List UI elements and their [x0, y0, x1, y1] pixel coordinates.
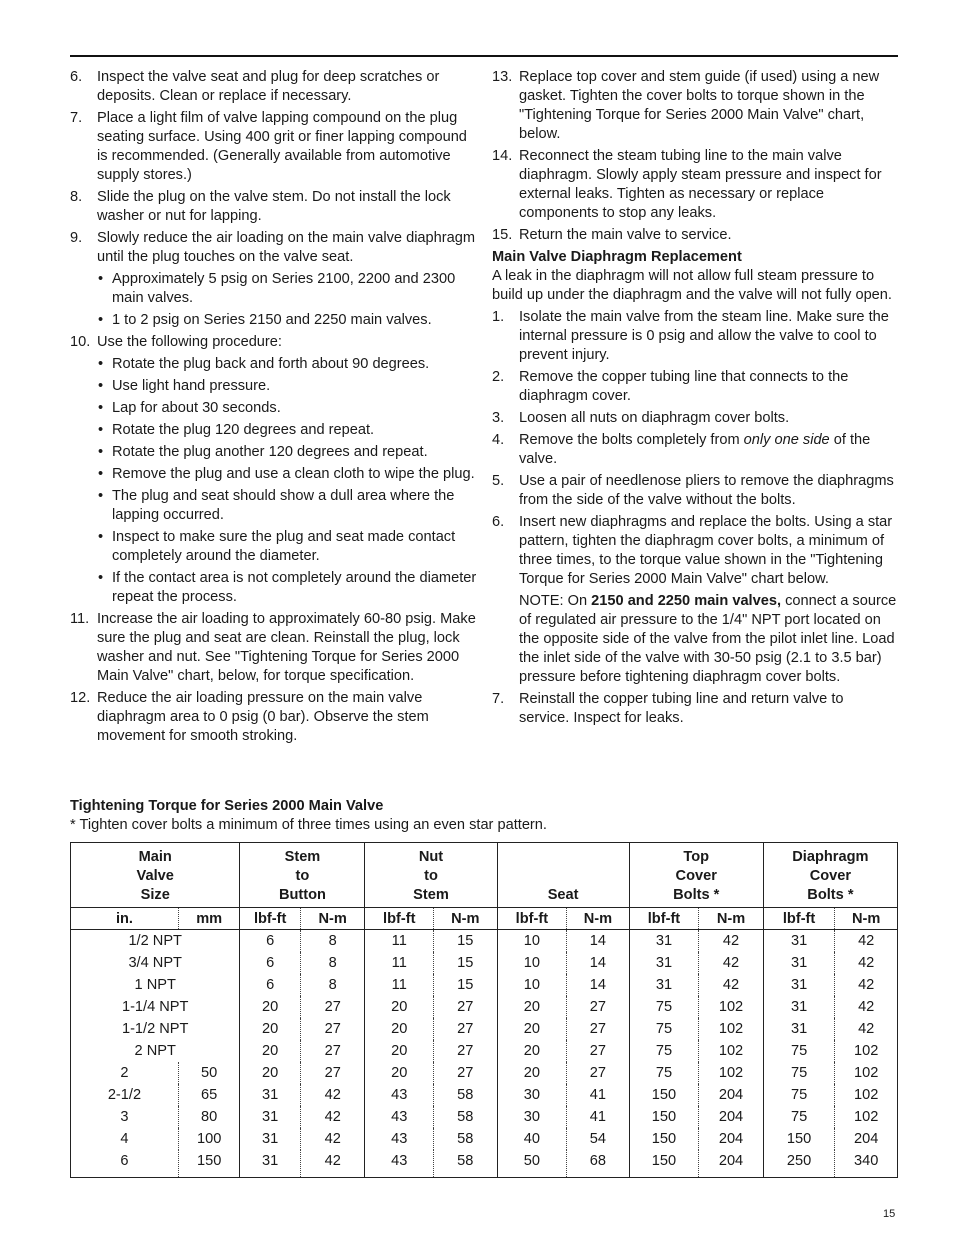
- section-heading: Main Valve Diaphragm Replacement: [492, 249, 742, 265]
- bullet-text: Remove the plug and use a clean cloth to wipe the plug.: [112, 466, 475, 482]
- step-number: 8.: [70, 189, 83, 205]
- table-cell: 102: [835, 1084, 898, 1106]
- table-cell: 75: [763, 1106, 835, 1128]
- step-text-start: Remove the bolts completely from: [519, 432, 744, 448]
- step-text: Reduce the air loading pressure on the main valve diaphragm area to 0 psig (0 bar). Observe the stem movement for smooth stroking.: [97, 690, 429, 744]
- torque-table: [70, 842, 898, 1178]
- diaphragm-step-5: [492, 472, 897, 510]
- table-cell: 68: [567, 1150, 630, 1178]
- table-cell: 31: [763, 974, 835, 996]
- unit-header-cell: N-m: [434, 908, 498, 930]
- step-number: 9.: [70, 230, 83, 246]
- table-cell: 8: [300, 930, 365, 953]
- step-10-bullet: • Rotate the plug back and forth about 90 degrees.: [98, 356, 430, 372]
- table-cell: 42: [300, 1150, 365, 1178]
- table-row: [71, 1062, 898, 1084]
- table-cell: 150: [629, 1128, 699, 1150]
- table-cell: 102: [699, 1062, 764, 1084]
- left-column: [70, 68, 480, 749]
- table-cell: 102: [699, 1040, 764, 1062]
- table-cell: 6: [240, 952, 301, 974]
- step-text: Remove the copper tubing line that connects to the diaphragm cover.: [519, 369, 849, 404]
- table-cell: 3/4 NPT: [128, 955, 182, 971]
- table-cell: 42: [835, 930, 898, 953]
- table-header-row: [71, 843, 898, 908]
- header-cell: Nut to Stem: [365, 843, 497, 908]
- section-intro: A leak in the diaphragm will not allow full steam pressure to build up under the diaphragm and the valve will not fully open.: [492, 268, 892, 303]
- table-cell: 42: [699, 974, 764, 996]
- table-cell: 150: [178, 1150, 240, 1178]
- step-10-bullet: • Lap for about 30 seconds.: [98, 400, 281, 416]
- table-note: * Tighten cover bolts a minimum of three times using an even star pattern.: [70, 817, 547, 833]
- step-number: 10.: [70, 334, 91, 350]
- bullet-text: Rotate the plug another 120 degrees and repeat.: [112, 444, 428, 460]
- step-text: Replace top cover and stem guide (if used) using a new gasket. Tighten the cover bolts to torque shown in the "Tightening Torque for Series 2000 Main Valve" chart, below.: [519, 69, 880, 142]
- header-cell: Seat: [497, 843, 629, 908]
- table-cell: 27: [300, 1040, 365, 1062]
- table-cell: 58: [434, 1106, 498, 1128]
- table-row: [71, 1018, 898, 1040]
- table-cell: 31: [240, 1106, 301, 1128]
- table-cell: 20: [497, 1040, 567, 1062]
- table-cell: 204: [835, 1128, 898, 1150]
- step-text: Increase the air loading to approximately 60-80 psig. Make sure the plug and seat are clean. Reinstall the plug, lock washer and nut. See "Tightening Torque for Series 2000 Main Valve" chart, below, for torque specification.: [97, 611, 476, 684]
- step-10-bullet: • If the contact area is not completely around the diameter repeat the process.: [98, 570, 477, 605]
- table-cell: 31: [763, 996, 835, 1018]
- step-number: 7.: [70, 110, 83, 126]
- right-column: [492, 68, 897, 731]
- table-cell: 1-1/2 NPT: [121, 1021, 189, 1037]
- step-11: [70, 610, 480, 686]
- unit-header-cell: mm: [178, 908, 240, 930]
- diaphragm-step-2: [492, 368, 897, 406]
- table-cell: 102: [699, 1018, 764, 1040]
- page-number: 15: [883, 1208, 896, 1220]
- table-cell: 10: [497, 974, 567, 996]
- step-number: 13.: [492, 69, 513, 85]
- step-9: [70, 229, 480, 267]
- step-number: 3.: [492, 410, 505, 426]
- table-cell: 340: [835, 1150, 898, 1178]
- table-cell: 31: [240, 1084, 301, 1106]
- diaphragm-step-7: [492, 690, 897, 728]
- table-cell: 1-1/4 NPT: [121, 999, 189, 1015]
- table-cell: 20: [365, 996, 434, 1018]
- table-cell: 27: [434, 1018, 498, 1040]
- table-cell: 102: [699, 996, 764, 1018]
- step-number: 11.: [70, 611, 90, 627]
- table-cell: 102: [835, 1062, 898, 1084]
- table-cell: 6: [240, 974, 301, 996]
- step-number: 6.: [492, 514, 505, 530]
- table-cell: 31: [763, 1018, 835, 1040]
- step-text: Inspect the valve seat and plug for deep scratches or deposits. Clean or replace if necessary.: [97, 69, 440, 104]
- table-cell: 102: [835, 1040, 898, 1062]
- table-cell: 42: [300, 1084, 365, 1106]
- unit-header-cell: lbf-ft: [497, 908, 567, 930]
- table-cell: 11: [365, 974, 434, 996]
- table-cell: 102: [835, 1106, 898, 1128]
- step-7: [70, 109, 480, 185]
- table-cell: 42: [699, 952, 764, 974]
- table-cell: 8: [300, 952, 365, 974]
- step-number: 12.: [70, 690, 91, 706]
- unit-header-cell: N-m: [699, 908, 764, 930]
- table-cell: 20: [240, 1040, 301, 1062]
- bullet-text: Approximately 5 psig on Series 2100, 2200 and 2300 main valves.: [112, 271, 456, 306]
- step-number: 15.: [492, 227, 513, 243]
- step-number: 2.: [492, 369, 505, 385]
- diaphragm-step-3: [492, 409, 897, 428]
- unit-header-cell: lbf-ft: [240, 908, 301, 930]
- table-row: [71, 930, 898, 953]
- table-cell: 204: [699, 1084, 764, 1106]
- table-cell: 20: [497, 1018, 567, 1040]
- unit-header-cell: in.: [71, 908, 179, 930]
- bullet-text: 1 to 2 psig on Series 2150 and 2250 main valves.: [112, 312, 432, 328]
- table-cell: 20: [497, 1062, 567, 1084]
- table-cell: 80: [178, 1106, 240, 1128]
- table-cell: 50: [497, 1150, 567, 1178]
- step-text: Slide the plug on the valve stem. Do not install the lock washer or nut for lapping.: [97, 189, 451, 224]
- table-cell: 20: [365, 1062, 434, 1084]
- step-text: Use a pair of needlenose pliers to remove the diaphragms from the side of the valve without the bolts.: [519, 473, 894, 508]
- step-number: 6.: [70, 69, 83, 85]
- table-cell: 15: [434, 930, 498, 953]
- note-text-end: connect a source of regulated air pressure to the 1/4" NPT port located on the opposite side of the valve from the pilot inlet line. Load the inlet side of the valve with 30-50 psig (2.1 to 3.5 bar) pressure before tightening diaphragm cover bolts.: [519, 593, 897, 685]
- step-13: [492, 68, 897, 144]
- table-cell: 75: [763, 1062, 835, 1084]
- table-cell: 8: [300, 974, 365, 996]
- table-cell: 3: [120, 1109, 129, 1125]
- table-cell: 20: [240, 1018, 301, 1040]
- table-cell: 43: [365, 1084, 434, 1106]
- header-cell: Diaphragm Cover Bolts *: [763, 843, 897, 908]
- table-cell: 75: [629, 1040, 699, 1062]
- table-row: [71, 974, 898, 996]
- table-cell: 27: [300, 1062, 365, 1084]
- table-cell: 20: [240, 996, 301, 1018]
- table-cell: 10: [497, 930, 567, 953]
- table-cell: 27: [434, 996, 498, 1018]
- table-cell: 150: [629, 1150, 699, 1178]
- diaphragm-step-6: [492, 513, 897, 589]
- table-cell: 20: [240, 1062, 301, 1084]
- table-cell: 15: [434, 952, 498, 974]
- header-cell: Top Cover Bolts *: [629, 843, 763, 908]
- table-row: [71, 1084, 898, 1106]
- table-cell: 58: [434, 1150, 498, 1178]
- table-cell: 40: [497, 1128, 567, 1150]
- table-cell: 14: [567, 952, 630, 974]
- diaphragm-step-4: [492, 431, 897, 469]
- table-cell: 11: [365, 930, 434, 953]
- step-10-bullet: • Remove the plug and use a clean cloth to wipe the plug.: [98, 466, 475, 482]
- table-cell: 150: [763, 1128, 835, 1150]
- table-cell: 31: [763, 930, 835, 953]
- top-rule: [70, 55, 898, 57]
- table-cell: 6: [240, 930, 301, 953]
- step-number: 7.: [492, 691, 505, 707]
- table-cell: 58: [434, 1128, 498, 1150]
- step-10-bullet: • Rotate the plug 120 degrees and repeat.: [98, 422, 375, 438]
- table-cell: 2-1/2: [107, 1087, 142, 1103]
- table-cell: 15: [434, 974, 498, 996]
- table-cell: 31: [629, 930, 699, 953]
- bullet-text: Lap for about 30 seconds.: [112, 400, 281, 416]
- table-cell: 2 NPT: [134, 1043, 176, 1059]
- step-number: 1.: [492, 309, 505, 325]
- table-body: [71, 930, 898, 1178]
- table-cell: 1 NPT: [134, 977, 176, 993]
- table-cell: 27: [567, 1018, 630, 1040]
- bullet-text: Rotate the plug 120 degrees and repeat.: [112, 422, 375, 438]
- table-cell: 31: [763, 952, 835, 974]
- table-row: [71, 1128, 898, 1150]
- table-cell: 31: [629, 974, 699, 996]
- table-cell: 27: [567, 1062, 630, 1084]
- table-cell: 58: [434, 1084, 498, 1106]
- step-6: [70, 68, 480, 106]
- table-cell: 42: [835, 1018, 898, 1040]
- table-cell: 27: [300, 1018, 365, 1040]
- table-cell: 204: [699, 1106, 764, 1128]
- table-cell: 4: [120, 1131, 129, 1147]
- table-cell: 11: [365, 952, 434, 974]
- unit-header-cell: lbf-ft: [365, 908, 434, 930]
- note-text-bold: 2150 and 2250 main valves,: [591, 593, 782, 609]
- table-cell: 10: [497, 952, 567, 974]
- step-text: Place a light film of valve lapping compound on the plug seating surface. Using 400 grit or finer lapping compound is recommended. (Generally available from automotive supply stores.): [97, 110, 467, 183]
- table-cell: 54: [567, 1128, 630, 1150]
- table-cell: 31: [240, 1128, 301, 1150]
- table-cell: 204: [699, 1128, 764, 1150]
- unit-header-cell: lbf-ft: [763, 908, 835, 930]
- step-10-bullet: • The plug and seat should show a dull area where the lapping occurred.: [98, 488, 455, 523]
- table-cell: 30: [497, 1084, 567, 1106]
- table-cell: 75: [629, 996, 699, 1018]
- table-cell: 31: [240, 1150, 301, 1178]
- table-cell: 50: [178, 1062, 240, 1084]
- unit-header-cell: N-m: [835, 908, 898, 930]
- table-cell: 150: [629, 1106, 699, 1128]
- unit-header-cell: lbf-ft: [629, 908, 699, 930]
- table-cell: 43: [365, 1106, 434, 1128]
- step-text: Insert new diaphragms and replace the bolts. Using a star pattern, tighten the diaphragm cover bolts, a minimum of three times, to the torque value shown in the "Tightening Torque for Series 2000 Main Valve" chart below.: [519, 514, 893, 587]
- table-cell: 42: [835, 974, 898, 996]
- table-cell: 43: [365, 1150, 434, 1178]
- step-number: 4.: [492, 432, 505, 448]
- bullet-text: Inspect to make sure the plug and seat made contact completely around the diameter.: [112, 529, 456, 564]
- table-cell: 43: [365, 1128, 434, 1150]
- bullet-text: If the contact area is not completely around the diameter repeat the process.: [112, 570, 477, 605]
- step-14: [492, 147, 897, 223]
- step-9-bullet: • 1 to 2 psig on Series 2150 and 2250 main valves.: [98, 312, 432, 328]
- unit-header-cell: N-m: [300, 908, 365, 930]
- note-paragraph: [492, 592, 897, 687]
- step-number: 14.: [492, 148, 513, 164]
- table-row: [71, 1106, 898, 1128]
- step-text: Return the main valve to service.: [519, 227, 732, 243]
- header-cell: Main Valve Size: [136, 849, 174, 903]
- table-cell: 204: [699, 1150, 764, 1178]
- step-text-emphasis: only one side: [743, 432, 830, 448]
- unit-header-cell: N-m: [567, 908, 630, 930]
- table-cell: 20: [365, 1040, 434, 1062]
- table-cell: 150: [629, 1084, 699, 1106]
- table-units-row: [71, 908, 898, 930]
- step-10-bullet: • Inspect to make sure the plug and seat made contact completely around the diameter.: [98, 529, 456, 564]
- table-cell: 42: [835, 996, 898, 1018]
- table-cell: 20: [365, 1018, 434, 1040]
- header-cell: Stem to Button: [240, 843, 365, 908]
- table-cell: 30: [497, 1106, 567, 1128]
- step-10-bullet: • Use light hand pressure.: [98, 378, 271, 394]
- table-cell: 6: [120, 1153, 129, 1169]
- step-text: Reconnect the steam tubing line to the main valve diaphragm. Slowly apply steam pressure and inspect for external leaks. Tighten as necessary or replace components to stop any leaks.: [519, 148, 882, 221]
- table-cell: 42: [300, 1106, 365, 1128]
- table-cell: 14: [567, 974, 630, 996]
- step-text: Use the following procedure:: [97, 334, 282, 350]
- step-10: [70, 333, 480, 352]
- step-text: Slowly reduce the air loading on the main valve diaphragm until the plug touches on the valve seat.: [97, 230, 476, 265]
- step-text: Isolate the main valve from the steam line. Make sure the internal pressure is 0 psig and allow the valve to cool to prevent injury.: [519, 309, 889, 363]
- step-text: Reinstall the copper tubing line and return valve to service. Inspect for leaks.: [519, 691, 844, 726]
- note-text-start: NOTE: On: [519, 593, 592, 609]
- table-cell: 14: [567, 930, 630, 953]
- table-cell: 75: [763, 1084, 835, 1106]
- table-row: [71, 996, 898, 1018]
- table-cell: 75: [629, 1062, 699, 1084]
- table-cell: 20: [497, 996, 567, 1018]
- table-cell: 65: [178, 1084, 240, 1106]
- table-cell: 75: [629, 1018, 699, 1040]
- step-9-bullet: • Approximately 5 psig on Series 2100, 2200 and 2300 main valves.: [98, 271, 456, 306]
- step-10-bullet: • Rotate the plug another 120 degrees and repeat.: [98, 444, 428, 460]
- table-cell: 42: [300, 1128, 365, 1150]
- table-cell: 41: [567, 1106, 630, 1128]
- table-cell: 42: [699, 930, 764, 953]
- step-12: [70, 689, 480, 746]
- table-cell: 27: [567, 1040, 630, 1062]
- table-cell: 27: [300, 996, 365, 1018]
- table-cell: 27: [434, 1040, 498, 1062]
- diaphragm-step-1: [492, 308, 897, 365]
- table-cell: 2: [120, 1065, 129, 1081]
- table-row: [71, 1040, 898, 1062]
- bullet-text: Use light hand pressure.: [112, 378, 271, 394]
- table-row: [71, 1150, 898, 1178]
- step-number: 5.: [492, 473, 505, 489]
- step-text-end: of the valve.: [519, 432, 871, 467]
- table-cell: 27: [434, 1062, 498, 1084]
- bullet-text: Rotate the plug back and forth about 90 degrees.: [112, 356, 430, 372]
- table-cell: 27: [567, 996, 630, 1018]
- bullet-text: The plug and seat should show a dull area where the lapping occurred.: [112, 488, 455, 523]
- table-cell: 41: [567, 1084, 630, 1106]
- table-cell: 42: [835, 952, 898, 974]
- table-cell: 1/2 NPT: [128, 933, 182, 949]
- table-cell: 75: [763, 1040, 835, 1062]
- table-row: [71, 952, 898, 974]
- step-text: Loosen all nuts on diaphragm cover bolts.: [519, 410, 790, 426]
- step-15: [492, 226, 897, 245]
- step-8: [70, 188, 480, 226]
- table-cell: 250: [763, 1150, 835, 1178]
- table-title: Tightening Torque for Series 2000 Main Valve: [70, 798, 384, 814]
- table-cell: 31: [629, 952, 699, 974]
- table-cell: 100: [178, 1128, 240, 1150]
